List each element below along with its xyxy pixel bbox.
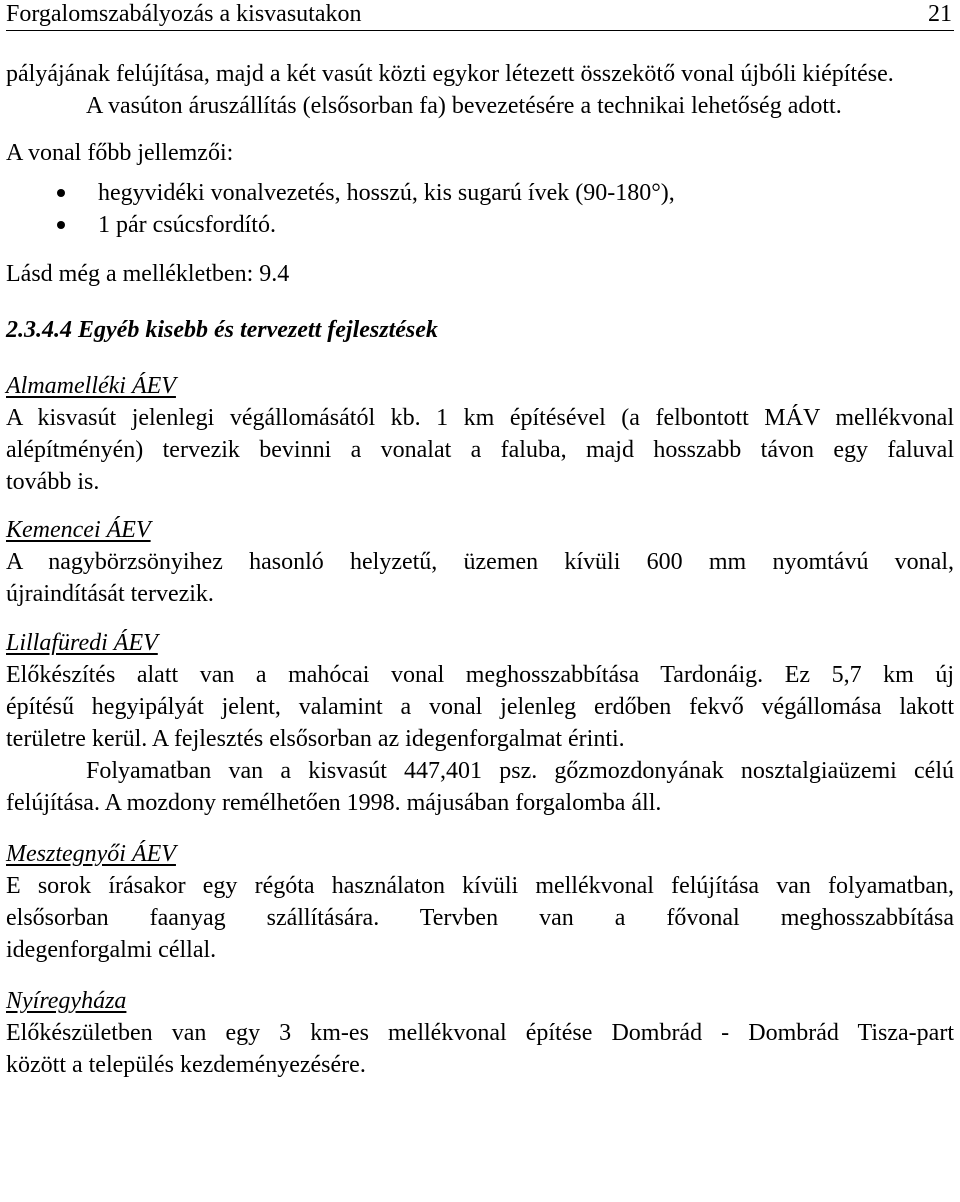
entry-text-line: területre kerül. A fejlesztés elsősorban az idegenforgalmat érinti. [6,726,625,752]
intro-block [6,58,954,290]
features-heading: A vonal főbb jellemzői: [6,140,234,166]
header-title: Forgalomszabályozás a kisvasutakon [6,1,362,27]
entry-text-line: építésű hegyipályát jelent, valamint a vonal jelenleg erdőben fekvő végállomása lakott [6,694,954,720]
entry-title: Mesztegnyői ÁEV [6,841,176,867]
entry-almamelleki [6,370,954,498]
entry-text-line: Előkészítés alatt van a mahócai vonal meghosszabbítása Tardonáig. Ez 5,7 km új [6,662,954,688]
entry-text-line: felújítása. A mozdony remélhetően 1998. májusában forgalomba áll. [6,790,662,816]
entry-text-line: idegenforgalmi céllal. [6,937,217,963]
features-list [6,177,954,241]
bullet-icon [57,221,65,229]
entry-title: Kemencei ÁEV [6,517,151,543]
entry-text-line: Folyamatban van a kisvasút 447,401 psz. gőzmozdonyának nosztalgiaüzemi célú [86,758,954,784]
entry-text-line: között a település kezdeményezésére. [6,1052,366,1078]
entry-text-line: A nagybörzsönyihez hasonló helyzetű, üzemen kívüli 600 mm nyomtávú vonal, [6,549,954,575]
list-item: hegyvidéki vonalvezetés, hosszú, kis sugarú ívek (90-180°), [6,177,954,209]
entry-title: Lillafüredi ÁEV [6,630,158,656]
list-item: 1 pár csúcsfordító. [6,209,954,241]
entry-nyiregyhaza [6,985,954,1081]
entry-text-line: A kisvasút jelenlegi végállomásától kb. 1 km építésével (a felbontott MÁV mellékvonal [6,405,954,431]
see-also-reference: Lásd még a mellékletben: 9.4 [6,261,290,287]
entry-text-line: E sorok írásakor egy régóta használaton kívüli mellékvonal felújítása van folyamatban, [6,873,954,899]
entry-text-line: elsősorban faanyag szállítására. Tervben van a fővonal meghosszabbítása [6,905,954,931]
document-page [6,0,954,1081]
intro-paragraph-2: A vasúton áruszállítás (elsősorban fa) bevezetésére a technikai lehetőség adott. [86,93,842,119]
intro-paragraph-1: pályájának felújítása, majd a két vasút közti egykor létezett összekötő vonal újbóli kiépítése. [6,61,894,87]
entry-title: Nyíregyháza [6,988,127,1014]
running-header [6,0,954,31]
page-number: 21 [928,1,952,27]
entry-text-line: alépítményén) tervezik bevinni a vonalat a faluba, majd hosszabb távon egy faluval [6,437,954,463]
section-heading: 2.3.4.4 Egyéb kisebb és tervezett fejlesztések [6,317,438,343]
entry-kemencei [6,514,954,610]
entry-mesztegnyoi [6,838,954,966]
entry-lillafuredi [6,627,954,819]
entry-text-line: Előkészületben van egy 3 km-es mellékvonal építése Dombrád - Dombrád Tisza-part [6,1020,954,1046]
bullet-icon [57,189,65,197]
entry-text-line: újraindítását tervezik. [6,581,214,607]
entry-text-line: tovább is. [6,469,100,495]
entry-title: Almamelléki ÁEV [6,373,176,399]
